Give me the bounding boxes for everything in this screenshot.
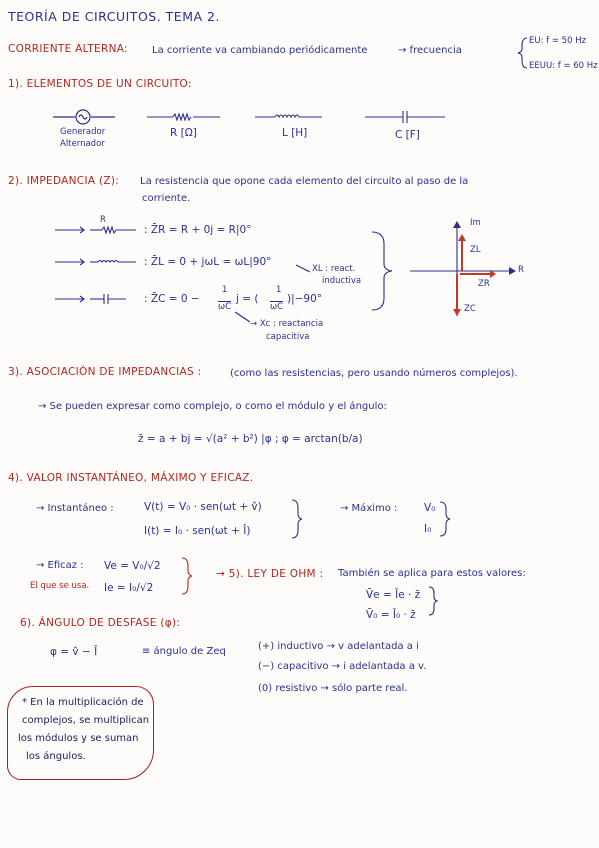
section-4-heading: 4). VALOR INSTANTÁNEO, MÁXIMO Y EFICAZ. <box>8 472 254 484</box>
section-6-heading: 6). ÁNGULO DE DESFASE (φ): <box>20 617 181 629</box>
eeuu-frequency: EEUU: f = 60 Hz <box>529 61 598 71</box>
impedancia-text-2: corriente. <box>142 193 191 204</box>
xc-label-2: capacitiva <box>266 332 310 342</box>
corriente-text: La corriente va cambiando periódicamente <box>152 45 368 56</box>
xc-label-1: → Xc : reactancia <box>250 319 324 329</box>
inductor-label: L [H] <box>282 127 308 139</box>
frac-num-2: 1 <box>276 285 282 295</box>
phase-capacitive: (−) capacitivo → i adelantada a v. <box>258 661 427 672</box>
i0-label: I₀ <box>424 523 432 535</box>
eq-zc-part2: j = ( <box>236 293 259 305</box>
phase-inductive: (+) inductivo → v adelantada a i <box>258 641 419 652</box>
ohm-eff-eq: V̄e = Īe · z̄ <box>366 589 421 601</box>
maximo-label: → Máximo : <box>340 503 398 514</box>
eu-frequency: EU: f = 50 Hz <box>529 36 587 46</box>
ve-eq: Ve = V₀/√2 <box>104 560 161 572</box>
section-3-heading: 3). ASOCIACIÓN DE IMPEDANCIAS : <box>8 366 202 378</box>
frac-den-1: ωC <box>218 302 232 312</box>
xl-label-2: inductiva <box>322 276 362 286</box>
ie-eq: Ie = I₀/√2 <box>104 582 154 594</box>
v-instant-eq: V(t) = V₀ · sen(ωt + v̂) <box>144 501 262 513</box>
axis-r-label: R <box>518 265 524 275</box>
frecuencia-label: → frecuencia <box>398 45 462 56</box>
resistor-symbol <box>147 114 220 120</box>
phase-formula: φ = v̂ − Î <box>50 646 98 658</box>
zc-vector-label: ZC <box>464 304 476 314</box>
impedancia-text-1: La resistencia que opone cada elemento del circuito al paso de la <box>140 176 469 187</box>
zl-vector-label: ZL <box>470 245 481 255</box>
section-3-line-2: → Se pueden expresar como complejo, o como el módulo y el ángulo: <box>38 401 387 412</box>
modulus-angle-formula: z̄ = a + bj = √(a² + b²) |φ ; φ = arctan(b/a) <box>138 433 363 445</box>
page-title: TEORÍA DE CIRCUITOS. TEMA 2. <box>8 9 220 24</box>
eq-zl: : Z̄L = 0 + jωL = ωL|90° <box>144 256 272 268</box>
generator-label: Generador <box>60 127 106 137</box>
note-line-1: * En la multiplicación de <box>22 697 144 708</box>
eficaz-label: → Eficaz : <box>36 560 84 571</box>
ohm-heading: → 5). LEY DE OHM : <box>216 568 324 580</box>
axis-im-label: Im <box>470 218 481 228</box>
phase-resistive: (0) resistivo → sólo parte real. <box>258 683 408 694</box>
ohm-text: También se aplica para estos valores: <box>338 568 526 579</box>
r-mark: R <box>100 215 106 225</box>
multiplication-note <box>7 686 154 780</box>
ohm-max-eq: V̄₀ = Ī₀ · z̄ <box>366 609 416 621</box>
corriente-heading: CORRIENTE ALTERNA: <box>8 43 128 55</box>
resistor-label: R [Ω] <box>170 127 197 139</box>
instantaneo-label: → Instantáneo : <box>36 503 114 514</box>
xl-label-1: XL : react. <box>312 264 356 274</box>
usa-note: El que se usa. <box>30 581 90 591</box>
frac-den-2: ωC <box>270 302 284 312</box>
v0-label: V₀ <box>424 502 436 514</box>
note-line-3: los módulos y se suman <box>18 733 139 744</box>
inductor-symbol <box>255 115 322 117</box>
eq-zr: : Z̄R = R + 0j = R|0° <box>144 224 252 236</box>
capacitor-symbol <box>365 111 445 123</box>
section-2-heading: 2). IMPEDANCIA (Z): <box>8 175 120 187</box>
phase-equiv: ≡ ángulo de Zeq <box>142 646 226 657</box>
frac-num-1: 1 <box>222 285 228 295</box>
eq-zc-part3: )|−90° <box>287 293 323 305</box>
capacitor-label: C [F] <box>395 129 420 141</box>
eq-zc-part1: : Z̄C = 0 − <box>144 293 200 305</box>
note-line-4: los ángulos. <box>26 751 86 762</box>
section-1-heading: 1). ELEMENTOS DE UN CIRCUITO: <box>8 78 192 90</box>
alternator-label: Alternador <box>60 139 105 149</box>
complex-plane <box>410 218 516 316</box>
generator-symbol <box>53 110 115 124</box>
zr-vector-label: ZR <box>478 279 490 289</box>
i-instant-eq: I(t) = I₀ · sen(ωt + Î) <box>144 525 251 537</box>
section-3-text: (como las resistencias, pero usando números complejos). <box>230 368 518 379</box>
note-line-2: complejos, se multiplican <box>22 715 150 726</box>
